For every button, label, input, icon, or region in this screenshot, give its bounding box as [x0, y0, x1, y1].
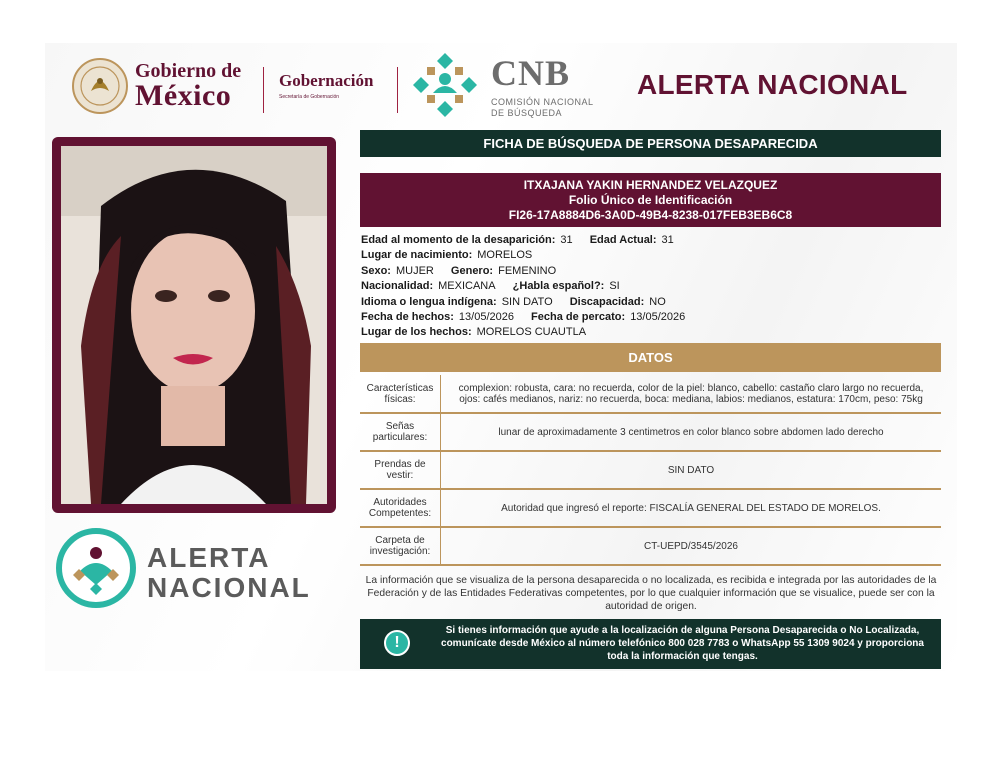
brand-line1: ALERTA: [147, 542, 271, 573]
info-row: [361, 248, 941, 263]
fecha-hechos-label: Fecha de hechos:: [361, 311, 454, 324]
datos-value-senas: lunar de aproximadamente 3 centimetros en color blanco sobre abdomen lado derecho: [441, 413, 942, 451]
lugar-hechos-label: Lugar de los hechos:: [361, 326, 472, 339]
datos-value-prendas: SIN DATO: [441, 451, 942, 489]
table-row: [360, 451, 941, 489]
contact-footer: [360, 619, 941, 669]
lugar-nac-label: Lugar de nacimiento:: [361, 249, 473, 262]
national-seal-icon: [71, 57, 129, 115]
datos-label-carpeta: Carpeta de investigación:: [360, 527, 441, 565]
datos-title: DATOS: [360, 343, 941, 372]
sexo-label: Sexo:: [361, 264, 391, 277]
datos-label-autoridades: Autoridades Competentes:: [360, 489, 441, 527]
idioma-value: SIN DATO: [501, 295, 553, 308]
divider: [263, 67, 264, 113]
cnb-emblem-icon: [409, 49, 481, 121]
info-row: [361, 310, 941, 325]
info-row: [361, 295, 941, 310]
datos-label-prendas: Prendas de vestir:: [360, 451, 441, 489]
datos-label-senas: Señas particulares:: [360, 413, 441, 451]
genero-value: FEMENINO: [498, 264, 557, 277]
info-row: [361, 264, 941, 279]
fecha-percato-value: 13/05/2026: [630, 311, 686, 324]
gobierno-de-mexico-logo: [135, 61, 241, 111]
divider: [397, 67, 398, 113]
genero-label: Genero:: [450, 264, 494, 277]
table-row: [360, 413, 941, 451]
gobernacion-subtitle: Secretaría de Gobernación: [279, 94, 340, 100]
edad-desap-label: Edad al momento de la desaparición:: [361, 234, 556, 246]
datos-value-carpeta: CT-UEPD/3545/2026: [441, 527, 942, 565]
datos-value-autoridades: Autoridad que ingresó el reporte: FISCALÍA GENERAL DEL ESTADO DE MORELOS.: [441, 489, 942, 527]
portrait-illustration: [61, 146, 327, 504]
alert-title: ALERTA NACIONAL: [637, 69, 908, 100]
nacionalidad-label: Nacionalidad:: [361, 280, 434, 293]
gobernacion-logo: [279, 71, 373, 100]
photo-frame: [52, 137, 336, 513]
folio-value: FI26-17A8884D6-3A0D-49B4-8238-017FEB3EB6C8: [508, 208, 793, 222]
fecha-hechos-value: 13/05/2026: [458, 311, 514, 324]
header: [45, 43, 957, 123]
alerta-nacional-brand: [147, 543, 311, 603]
person-name-banner: [360, 173, 941, 227]
contact-text: Si tienes información que ayude a la localización de alguna Persona Desaparecida o No Localizada, comunícate desde México al número telefónico 800 028 7783 o WhatsApp 55 1309 9024 y proporciona toda la información que tengas.: [441, 625, 924, 662]
table-row: [360, 527, 941, 565]
edad-desap-value: 31: [560, 234, 573, 246]
exclamation-icon: !: [384, 630, 410, 656]
datos-table: [360, 375, 941, 566]
search-poster: [45, 43, 957, 671]
datos-value-caracteristicas: complexion: robusta, cara: no recuerda, color de la piel: blanco, cabello: castaño claro largo no recuerda, ojos: cafés medianos, nariz: no recuerda, boca: mediana, labios: medianos, estatura: 170cm, peso: 75kg: [441, 375, 942, 413]
cnb-logo-text: [491, 55, 594, 119]
ficha-title: FICHA DE BÚSQUEDA DE PERSONA DESAPARECIDA: [360, 130, 941, 157]
cnb-line2: DE BÚSQUEDA: [491, 108, 563, 118]
table-row: [360, 489, 941, 527]
person-info: [361, 233, 941, 341]
edad-actual-label: Edad Actual:: [589, 234, 657, 246]
disclaimer-note: La información que se visualiza de la persona desaparecida o no localizada, es recibida e integrada por las autoridades de la Federación y de las Entidades Federativas competentes, por lo que cualquier información que se visualice, puede ser con la autoridad de origen.: [365, 575, 937, 612]
idioma-label: Idioma o lengua indígena:: [361, 295, 497, 308]
gobierno-line1: Gobierno de: [135, 60, 242, 82]
brand-line2: NACIONAL: [147, 572, 311, 603]
info-row: [361, 279, 941, 294]
nacionalidad-value: MEXICANA: [438, 280, 496, 293]
cnb-short: CNB: [491, 53, 571, 93]
lugar-hechos-value: MORELOS CUAUTLA: [476, 326, 587, 339]
cnb-line1: COMISIÓN NACIONAL: [491, 97, 594, 107]
table-row: [360, 375, 941, 413]
lugar-nac-value: MORELOS: [477, 249, 533, 262]
gobierno-line2: México: [135, 79, 232, 112]
habla-label: ¿Habla español?:: [512, 280, 605, 293]
fecha-percato-label: Fecha de percato:: [531, 311, 626, 324]
edad-actual-value: 31: [661, 234, 674, 246]
person-name: ITXAJANA YAKIN HERNANDEZ VELAZQUEZ: [523, 178, 778, 192]
folio-label: Folio Único de Identificación: [568, 193, 733, 207]
sexo-value: MUJER: [395, 264, 434, 277]
info-row: [361, 233, 941, 248]
datos-label-caracteristicas: Características físicas:: [360, 375, 441, 413]
person-photo: [61, 146, 327, 504]
alerta-nacional-emblem-icon: [55, 527, 137, 609]
habla-value: SI: [609, 280, 620, 293]
gobernacion-title: Gobernación: [279, 71, 374, 90]
info-row: [361, 325, 941, 340]
discapacidad-value: NO: [649, 295, 666, 308]
discapacidad-label: Discapacidad:: [569, 295, 645, 308]
